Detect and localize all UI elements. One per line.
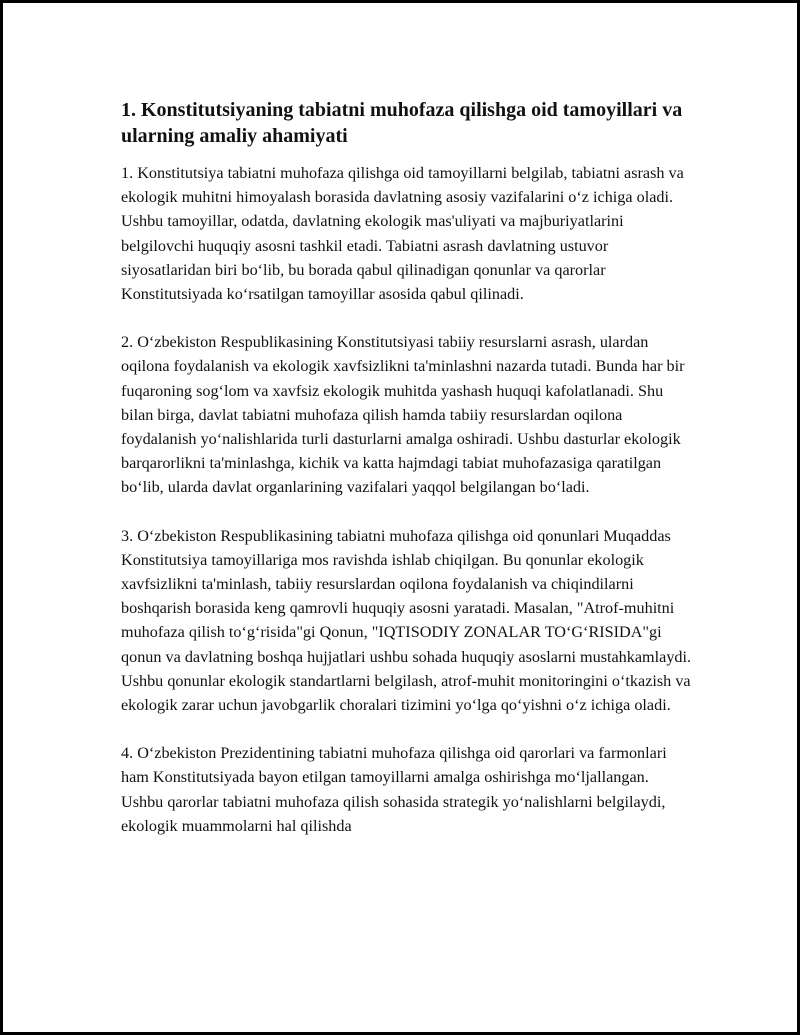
paragraph-3: 3. O‘zbekiston Respublikasining tabiatni muhofaza qilishga oid qonunlari Muqaddas Konstitutsiya tamoyillariga mos ravishda ishlab chiqilgan. Bu qonunlar ekologik xavfsizlikni ta'minlash, tabiiy resurslardan oqilona foydalanish va chiqindilarni boshqarish borasida keng qamrovli huquqiy asosni yaratadi. Masalan, "Atrof-muhitni muhofaza qilish to‘g‘risida"gi Qonun, "IQTISODIY ZONALAR TO‘G‘RISIDA"gi qonun va davlatning boshqa hujjatlari ushbu sohada huquqiy asoslarni mustahkamlaydi. Ushbu qonunlar ekologik standartlarni belgilash, atrof-muhit monitoringini o‘tkazish va ekologik zarar uchun javobgarlik choralari tizimini yo‘lga qo‘yishni o‘z ichiga oladi.: [121, 526, 692, 715]
paragraph-4: 4. O‘zbekiston Prezidentining tabiatni muhofaza qilishga oid qarorlari va farmonlari ham Konstitutsiyada bayon etilgan tamoyillarni amalga oshirishga mo‘ljallangan. Ushbu qarorlar tabiatni muhofaza qilish sohasida strategik yo‘nalishlarni belgilaydi, ekologik muammolarni hal qilishda: [121, 744, 667, 835]
document-title: 1. Konstitutsiyaning tabiatni muhofaza qilishga oid tamoyillari va ularning amaliy ahamiyati: [121, 99, 683, 147]
paragraph-2: 2. O‘zbekiston Respublikasining Konstitutsiyasi tabiiy resurslarni asrash, ulardan oqilona foydalanish va ekologik xavfsizlikni ta'minlashni nazarda tutadi. Bunda har bir fuqaroning sog‘lom va xavfsiz ekologik muhitda yashash huquqi kafolatlanadi. Shu bilan birga, davlat tabiatni muhofaza qilish hamda tabiiy resurslardan oqilona foydalanish yo‘nalishlarida turli dasturlarni amalga oshiradi. Ushbu dasturlar ekologik barqarorlikni ta'minlashga, kichik va katta hajmdagi tabiat muhofazasiga qaratilgan bo‘lib, ularda davlat organlarining vazifalari yaqqol belgilangan bo‘ladi.: [121, 333, 685, 497]
document-body: [121, 97, 693, 862]
paragraph-1: 1. Konstitutsiya tabiatni muhofaza qilishga oid tamoyillarni belgilab, tabiatni asrash va ekologik muhitni himoyalash borasida davlatning asosiy vazifalarini o‘z ichiga oladi. Ushbu tamoyillar, odatda, davlatning ekologik mas'uliyati va majburiyatlarini belgilovchi huquqiy asosni tashkil etadi. Tabiatni asrash davlatning ustuvor siyosatlaridan biri bo‘lib, bu borada qabul qilinadigan qonunlar va qarorlar Konstitutsiyada ko‘rsatilgan tamoyillar asosida qabul qilinadi.: [121, 164, 684, 304]
